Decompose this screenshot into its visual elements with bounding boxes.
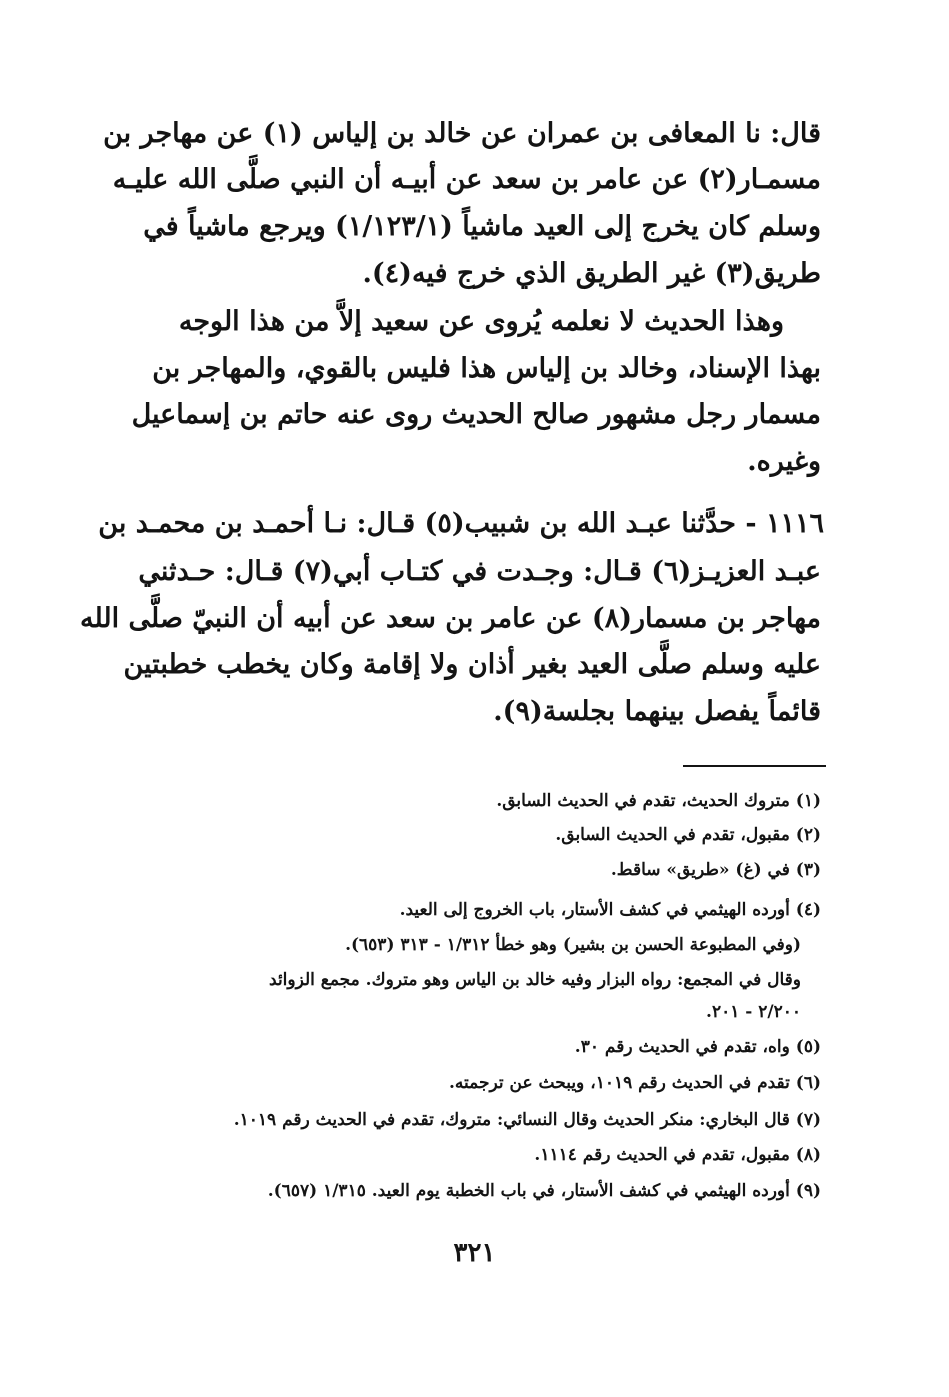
footnote-4-continued: وقال في المجمع: رواه البزار وفيه خالد بن الياس وهو متروك. مجمع الزوائد	[269, 970, 801, 990]
footnote-2: (٢) مقبول، تقدم في الحديث السابق.	[555, 825, 821, 845]
body-line: طريق(٣) غير الطريق الذي خرج فيه(٤).	[362, 258, 821, 289]
page-number: ٣٢١	[453, 1238, 496, 1268]
body-line: مهاجر بن مسمار(٨) عن عامر بن سعد عن أبيه أن النبيّ صلَّى الله	[79, 603, 821, 634]
footnote-4-continued: (وفي المطبوعة الحسن بن بشير) وهو خطأ ١/٣١٢ - ٣١٣ (٦٥٣).	[345, 935, 801, 955]
footnote-4: (٤) أورده الهيثمي في كشف الأستار، باب الخروج إلى العيد.	[399, 900, 821, 920]
footnote-4-continued: ٢/٢٠٠ - ٢٠١.	[706, 1002, 801, 1022]
body-line: وسلم كان يخرج إلى العيد ماشياً (١/١٢٣/١) ويرجع ماشياً في	[143, 211, 821, 242]
body-line: قائماً يفصل بينهما بجلسة(٩).	[493, 696, 821, 727]
body-line: عليه وسلم صلَّى العيد بغير أذان ولا إقامة وكان يخطب خطبتين	[123, 649, 821, 680]
footnote-1: (١) متروك الحديث، تقدم في الحديث السابق.	[496, 791, 821, 811]
footnote-5: (٥) واه، تقدم في الحديث رقم ٣٠.	[574, 1037, 821, 1057]
body-line: بهذا الإسناد، وخالد بن إلياس هذا فليس بالقوي، والمهاجر بن	[152, 353, 821, 384]
footnote-divider	[683, 765, 826, 767]
body-line: وهذا الحديث لا نعلمه يُروى عن سعيد إلاَّ من هذا الوجه	[178, 306, 784, 337]
body-line: مسمار رجل مشهور صالح الحديث روى عنه حاتم بن إسماعيل	[131, 399, 821, 430]
footnote-3: (٣) في (غ) «طريق» ساقط.	[610, 860, 821, 880]
footnote-7: (٧) قال البخاري: منكر الحديث وقال النسائي: متروك، تقدم في الحديث رقم ١٠١٩.	[233, 1110, 821, 1130]
body-line: قال: نا المعافى بن عمران عن خالد بن إلياس (١) عن مهاجر بن	[103, 118, 821, 149]
hadith-1116-line: ١١١٦ - حدَّثنا عبـد الله بن شبيب(٥) قـال: نـا أحمـد بن محمـد بن	[98, 508, 824, 539]
body-line: وغيره.	[747, 446, 821, 477]
footnote-9: (٩) أورده الهيثمي في كشف الأستار، في باب الخطبة يوم العيد. ١/٣١٥ (٦٥٧).	[267, 1181, 821, 1201]
footnote-8: (٨) مقبول، تقدم في الحديث رقم ١١١٤.	[534, 1145, 821, 1165]
footnote-6: (٦) تقدم في الحديث رقم ١٠١٩، ويبحث عن ترجمته.	[449, 1073, 821, 1093]
body-line: مسمـار(٢) عن عامر بن سعد عن أبيـه أن النبي صلَّى الله عليـه	[112, 164, 821, 195]
body-line: عبـد العزيـز(٦) قـال: وجـدت في كتـاب أبي(٧) قـال: حـدثني	[138, 556, 821, 587]
